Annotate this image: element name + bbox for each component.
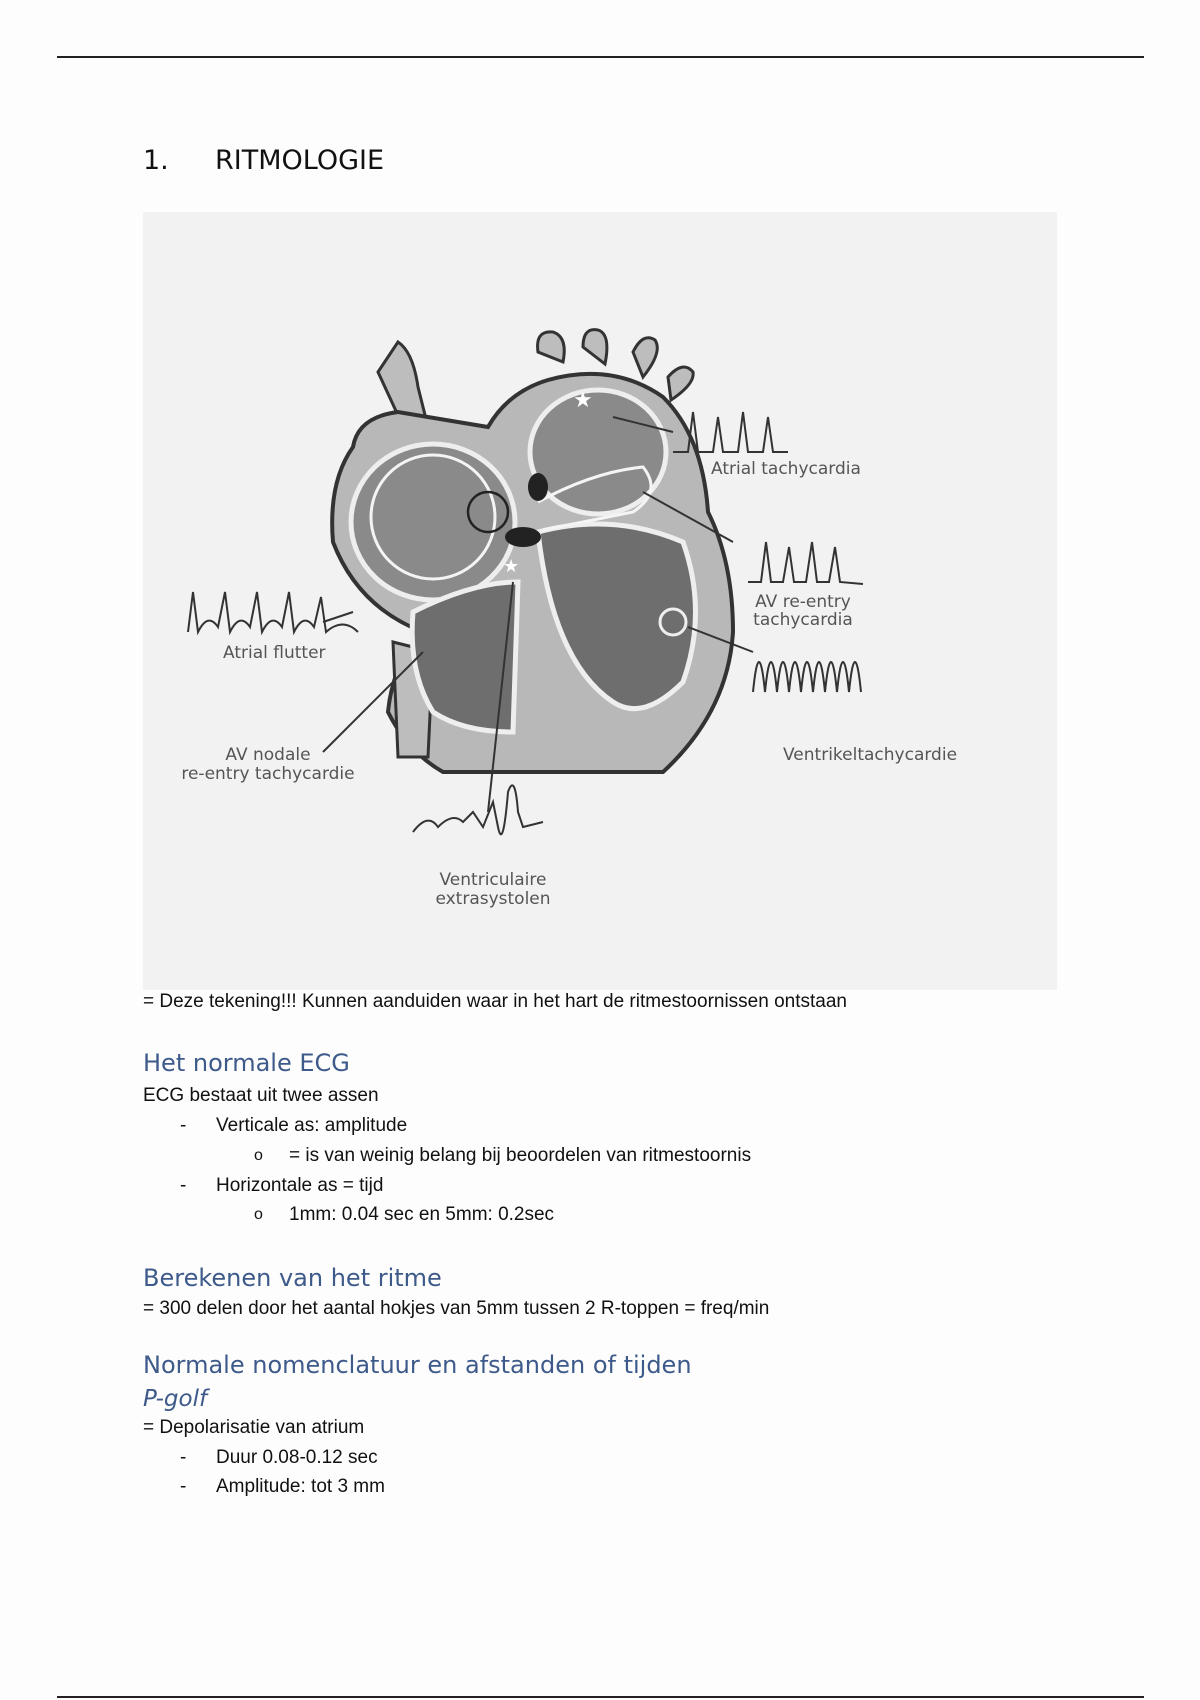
chapter-number: 1. — [143, 145, 169, 176]
heading-nomenclatuur: Normale nomenclatuur en afstanden of tijden — [143, 1351, 692, 1379]
leader-flutter — [323, 612, 353, 622]
heading-normale-ecg: Het normale ECG — [143, 1049, 350, 1077]
figure-caption: = Deze tekening!!! Kunnen aanduiden waar in het hart de ritmestoornissen ontstaan — [143, 991, 847, 1012]
label-ventrikeltachycardie: Ventrikeltachycardie — [783, 745, 958, 765]
list-item: Amplitude: tot 3 mm — [216, 1476, 385, 1497]
header-rule — [57, 56, 1144, 58]
dash-bullet: - — [180, 1175, 187, 1196]
list-item: Verticale as: amplitude — [216, 1115, 408, 1136]
subheading-p-golf: P-golf — [143, 1386, 208, 1412]
list-item: Duur 0.08-0.12 sec — [216, 1447, 378, 1468]
ecg-vt — [753, 662, 861, 692]
heading-berekenen-ritme: Berekenen van het ritme — [143, 1264, 442, 1292]
ecg-intro: ECG bestaat uit twee assen — [143, 1085, 379, 1106]
dash-bullet: - — [180, 1476, 187, 1497]
av-node — [528, 473, 548, 501]
right-atrium — [351, 444, 515, 600]
sub-list-item: = is van weinig belang bij beoordelen van ritmestoornis — [289, 1145, 752, 1166]
dash-bullet: - — [180, 1115, 187, 1136]
label-av-nodale-line1: AV nodale — [225, 745, 311, 765]
ecg-ves — [413, 785, 543, 834]
label-atrial-tach: Atrial tachycardia — [711, 459, 861, 479]
list-item: Horizontale as = tijd — [216, 1175, 384, 1196]
vessel-3 — [633, 338, 657, 377]
chapter-heading — [143, 145, 384, 176]
ritme-text: = 300 delen door het aantal hokjes van 5mm tussen 2 R-toppen = freq/min — [143, 1298, 770, 1319]
p-golf-text: = Depolarisatie van atrium — [143, 1417, 365, 1438]
label-ventriculaire-line1: Ventriculaire — [439, 870, 547, 890]
label-ventriculaire-line2: extrasystolen — [435, 889, 551, 909]
vessel-2 — [583, 330, 607, 364]
chapter-title: RITMOLOGIE — [215, 145, 385, 176]
heart-diagram-figure — [143, 212, 1057, 990]
label-av-reentry-line2: tachycardia — [753, 610, 853, 630]
vessel-1 — [538, 332, 565, 362]
circle-bullet: o — [254, 1206, 263, 1223]
ecg-atrial-flutter — [188, 592, 358, 632]
vessel-4 — [668, 367, 693, 400]
label-av-nodale-line2: re-entry tachycardie — [181, 764, 355, 784]
star-atrial: ★ — [573, 388, 593, 413]
dash-bullet: - — [180, 1447, 187, 1468]
label-atrial-flutter: Atrial flutter — [223, 643, 326, 663]
star-ventricular: ★ — [503, 556, 520, 577]
heart-diagram — [143, 212, 1057, 990]
circle-bullet: o — [254, 1147, 263, 1164]
footer-rule — [57, 1696, 1144, 1698]
sub-list-item: 1mm: 0.04 sec en 5mm: 0.2sec — [289, 1204, 555, 1225]
his-bundle — [505, 527, 541, 547]
ecg-av-reentry — [748, 542, 863, 584]
label-av-reentry-line1: AV re-entry — [755, 592, 851, 612]
